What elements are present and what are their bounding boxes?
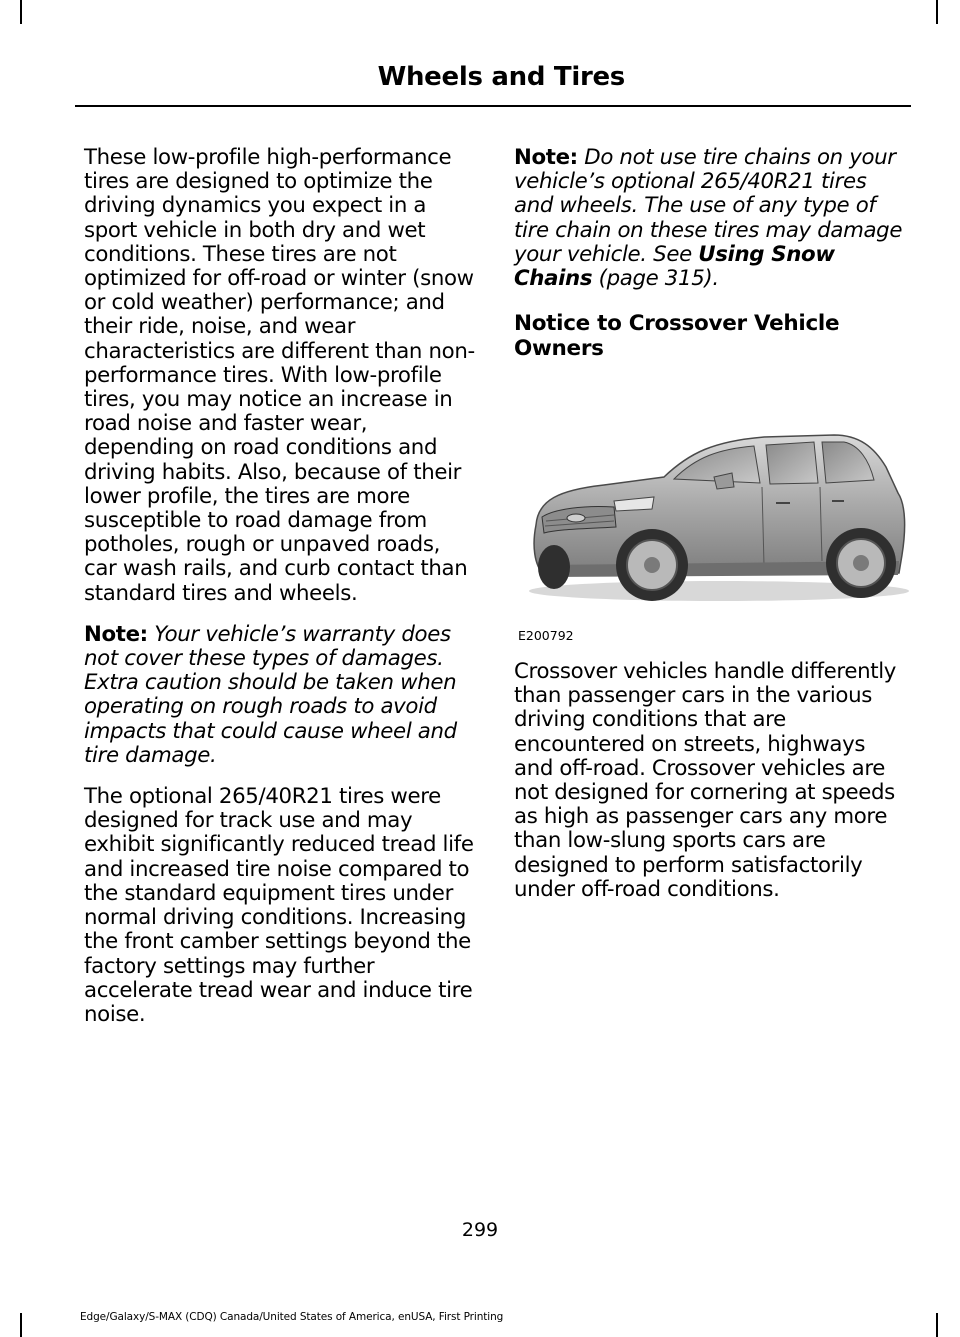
crossover-vehicle-illustration (514, 405, 910, 615)
left-column (84, 146, 476, 1044)
snow-chains-link[interactable]: Using Snow Chains (514, 241, 835, 292)
page-title: Wheels and Tires (377, 62, 625, 92)
crossover-vehicle-figure (514, 405, 910, 645)
crop-mark-bottom-right (936, 1313, 938, 1337)
page-number: 299 (461, 1219, 499, 1241)
note-text: Your vehicle’s warranty does not cover these types of damages. Extra caution should be taken when operating on rough roads to avoid impacts that could cause wheel and tire damage. (84, 621, 457, 768)
note-label: Note: (514, 145, 578, 170)
page-reference: (page 315). (592, 266, 719, 292)
body-paragraph-crossover: Crossover vehicles handle differently than passenger cars in the various driving conditions that are encountered on streets, highways and off-road. Crossover vehicles are not designed for cornering at speeds as high as passenger cars any more than low-slung sports cars are designed to perform satisfactorily under off-road conditions. (514, 659, 897, 902)
crop-mark-bottom-left (20, 1313, 22, 1337)
note-label: Note: (84, 621, 148, 647)
crop-mark-top-right (936, 0, 938, 24)
crop-mark-top-left (20, 0, 22, 24)
header-divider (75, 105, 911, 107)
right-column-lower (514, 660, 910, 919)
note-text: Do not use tire chains on your vehicle’s optional 265/40R21 tires and wheels. The use of any type of tire chain on these tires may damage your vehicle. See (514, 145, 903, 267)
footer-edition: Edge/Galaxy/S-MAX (CDQ) Canada/United States of America, enUSA, First Printing (80, 1311, 504, 1323)
body-paragraph-optional-tires: The optional 265/40R21 tires were designed for track use and may exhibit significantly reduced tread life and increased tire noise compared to the standard equipment tires under normal driving conditions. Increasing the front camber settings beyond the factory settings may further accelerate tread wear and induce tire noise. (84, 784, 474, 1027)
right-column (514, 146, 910, 361)
warranty-note (84, 623, 476, 768)
body-paragraph-low-profile: These low-profile high-performance tires are designed to optimize the driving dynamics you expect in a sport vehicle in both dry and wet conditions. These tires are not optimized for off-road or winter (snow or cold weather) performance; and their ride, noise, and wear characteristics are different than non-performance tires. With low-profile tires, you may notice an increase in road noise and faster wear, depending on road conditions and driving habits. Also, because of their lower profile, the tires are more susceptible to road damage from potholes, rough or unpaved roads, car wash rails, and curb contact than standard tires and wheels. (84, 145, 475, 606)
tire-chain-note (514, 146, 910, 291)
section-heading: Notice to Crossover Vehicle Owners (514, 311, 840, 362)
figure-code: E200792 (518, 628, 574, 643)
